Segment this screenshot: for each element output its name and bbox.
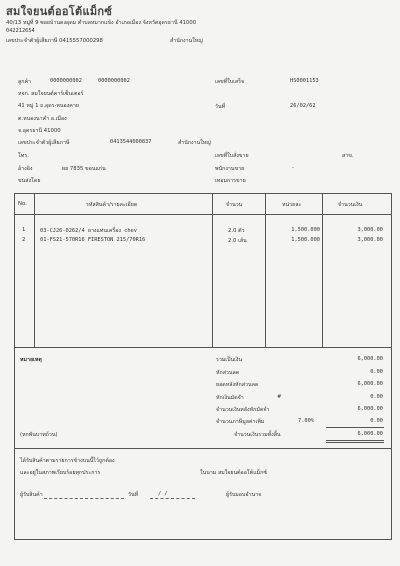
header-amount: จำนวนเงิน xyxy=(338,202,363,208)
table-header-divider xyxy=(14,214,391,215)
receive-date-label: วันที่ xyxy=(128,492,139,498)
summary-label: ยอดหลังหักส่วนลด xyxy=(216,382,259,388)
on-behalf-of: ในนาม สมใจยนต์ออโต้แม็กซ์ xyxy=(200,470,267,476)
row-no: 1 xyxy=(22,227,26,233)
summary-value: 6,000.00 xyxy=(357,356,383,362)
col-divider-no xyxy=(34,193,35,347)
sales-order-value: สาข. xyxy=(342,153,354,159)
terms-label: เทอมการขาย xyxy=(215,178,246,184)
row-unit-price: 1,500.000 xyxy=(291,237,320,243)
company-tax-id: เลขประจำตัวผู้เสียภาษี 0415557000298 xyxy=(6,38,103,44)
customer-branch: สำนักงานใหญ่ xyxy=(178,140,211,146)
salesperson-label: พนักงานขาย xyxy=(215,166,245,172)
doc-date-value: 26/02/62 xyxy=(290,103,316,109)
customer-tax-id: 0413544000837 xyxy=(110,139,152,145)
row-unit-price: 1,500.000 xyxy=(291,227,320,233)
receiver-signature-line xyxy=(44,498,124,499)
summary-value: 6,000.00 xyxy=(357,431,383,437)
receive-date-blank: / / xyxy=(158,491,168,497)
total-rule-top xyxy=(326,427,384,428)
sales-order-label: เลขที่ใบสั่งขาย xyxy=(215,153,249,159)
summary-label: จำนวนเงินรวมทั้งสิ้น xyxy=(234,432,281,438)
receiver-label: ผู้รับสินค้า xyxy=(20,492,43,498)
summary-value: 0.00 xyxy=(370,418,383,424)
customer-address-3: จ.อุดรธานี 41000 xyxy=(18,128,61,134)
company-branch: สำนักงานใหญ่ xyxy=(170,38,203,44)
header-description: รหัสสินค้า/รายละเอียด xyxy=(86,202,138,208)
vat-rate: 7.00% xyxy=(298,418,314,424)
summary-label: จำนวนภาษีมูลค่าเพิ่ม xyxy=(216,419,265,425)
customer-code-label: ลูกค้า xyxy=(18,79,31,85)
row-description: 01-FS21-570R16 FIRESTON 215/70R16 xyxy=(40,237,146,243)
salesperson-value: - xyxy=(292,165,294,171)
customer-address-1: 41 หมู่ 1 ถ.อุดร-หนองคาย xyxy=(18,103,79,109)
summary-label: หักเงินมัดจำ xyxy=(216,395,244,401)
total-rule-double xyxy=(326,442,384,443)
row-amount: 3,000.00 xyxy=(357,237,383,243)
delivery-label: ขนส่งโดย xyxy=(18,178,41,184)
row-no: 2 xyxy=(22,237,26,243)
doc-no-label: เลขที่ใบเสร็จ xyxy=(215,79,245,85)
summary-value: 6,000.00 xyxy=(357,406,383,412)
summary-value: 0.00 xyxy=(370,369,383,375)
company-phone: 042212654 xyxy=(6,28,35,34)
customer-phone-label: โทร. xyxy=(18,153,29,159)
summary-divider xyxy=(14,448,391,449)
remark-label: หมายเหตุ xyxy=(20,357,42,363)
receive-date-line xyxy=(150,498,195,499)
row-qty: 2.0 เส้น xyxy=(228,238,247,244)
col-divider-qty xyxy=(265,193,266,347)
summary-value: 0.00 xyxy=(370,394,383,400)
customer-code-2: 0000000002 xyxy=(98,78,130,84)
received-text-2: และอยู่ในสภาพเรียบร้อยทุกประการ xyxy=(20,470,101,476)
summary-label: หักส่วนลด xyxy=(216,370,240,376)
customer-code: 0000000002 xyxy=(50,78,82,84)
received-text-1: ได้รับสินค้าตามรายการข้างบนนี้ไว้ถูกต้อง xyxy=(20,458,115,464)
row-qty: 2.0 ตัว xyxy=(228,228,245,234)
summary-label: จำนวนเงินหลังหักมัดจำ xyxy=(216,407,270,413)
header-no: No. xyxy=(18,201,27,207)
reference-label: อ้างอิง xyxy=(18,166,33,172)
header-unit-price: หน่วยละ xyxy=(282,202,302,208)
reference-value: ผย 7835 ขอนแก่น xyxy=(62,166,106,172)
header-qty: จำนวน xyxy=(226,202,243,208)
table-body-divider xyxy=(14,347,391,348)
company-name: สมใจยนต์ออโต้แม็กซ์ xyxy=(6,5,113,18)
items-table-frame xyxy=(14,193,392,540)
col-divider-price xyxy=(322,193,323,347)
amount-in-words: (หกพันบาทถ้วน) xyxy=(20,432,58,438)
customer-name: หจก. สมใจยนต์คาร์เซ็นเตอร์ xyxy=(18,91,84,97)
summary-value: 6,000.00 xyxy=(357,381,383,387)
summary-label: รวมเป็นเงิน xyxy=(216,357,243,363)
authorized-label: ผู้รับมอบอำนาจ xyxy=(226,492,262,498)
deposit-mark: # xyxy=(277,394,282,400)
total-rule-bottom xyxy=(326,440,384,441)
doc-date-label: วันที่ xyxy=(215,104,226,110)
customer-tax-label: เลขประจำตัวผู้เสียภาษี xyxy=(18,140,70,146)
row-description: 03-CJ26-0262/4 ยางแท่นเครื่อง chev xyxy=(40,228,137,234)
doc-no-value: HS0001153 xyxy=(290,78,319,84)
customer-address-2: ต.หนองนาคำ อ.เมือง xyxy=(18,116,67,122)
col-divider-desc xyxy=(212,193,213,347)
company-address: 40/13 หมู่ที่ 9 ซอยบ้านดงอุดม ตำบลหมากแข้ง อำเภอเมือง จังหวัดอุดรธานี 41000 xyxy=(6,20,197,26)
row-amount: 3,000.00 xyxy=(357,227,383,233)
